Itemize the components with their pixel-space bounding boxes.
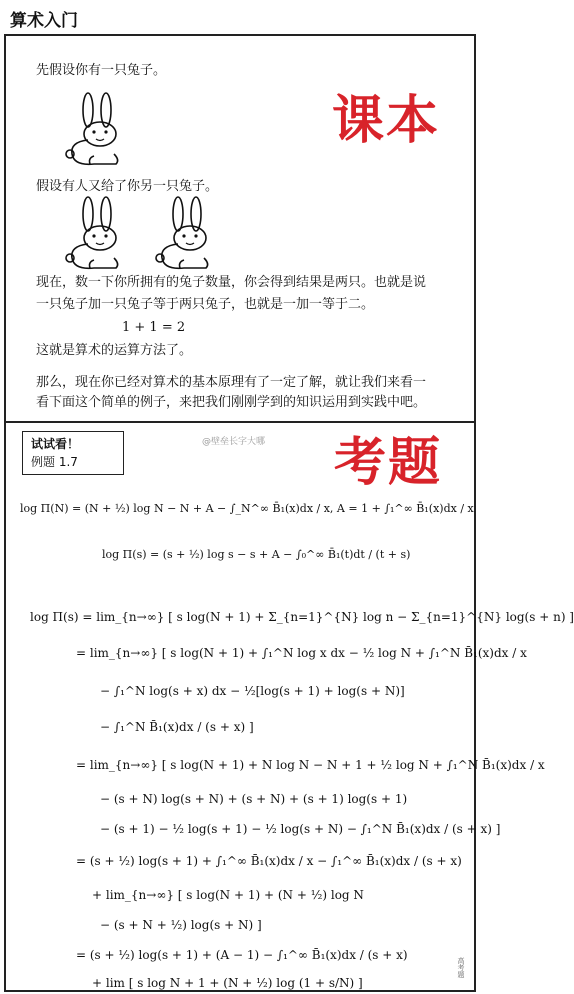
formula-stirling-s: log Π(s) = (s + ½) log s − s + A − ∫₀^∞ B̄₁(t)dt / (t + s) [102,548,411,561]
derivation-line-3: − ∫₁^N log(s + x) dx − ½[log(s + 1) + log(s + N)] [100,684,405,698]
derivation-line-11: = (s + ½) log(s + 1) + (A − 1) − ∫₁^∞ B̄₁(x)dx / (s + x) [76,948,408,962]
text-arithmetic-method: 这就是算术的运算方法了。 [36,343,193,358]
try-it-box [22,431,124,475]
watermark-text: @壁垒长字大哪 [202,437,266,447]
text-count-line1: 现在，数一下你所拥有的兔子数量，你会得到结果是两只。也就是说 [36,275,427,290]
derivation-line-5: = lim_{n→∞} [ s log(N + 1) + N log N − N + 1 + ½ log N + ∫₁^N B̄₁(x)dx / x [76,758,545,772]
formula-stirling-N: log Π(N) = (N + ½) log N − N + A − ∫_N^∞ B̄₁(x)dx / x, A = 1 + ∫₁^∞ B̄₁(x)dx / x [20,502,474,515]
rabbit-drawing [150,196,224,272]
derivation-line-12: + lim [ s log N + 1 + (N + ½) log (1 + s/N) ] [92,976,363,990]
text-apply-line1: 那么，现在你已经对算术的基本原理有了一定了解，就让我们来看一 [36,375,427,390]
derivation-line-10: − (s + N + ½) log(s + N) ] [100,918,262,932]
side-seal-mark: 高考题 [457,957,465,978]
derivation-line-1: log Π(s) = lim_{n→∞} [ s log(N + 1) + Σ_{n=1}^{N} log n − Σ_{n=1}^{N} log(s + n) ] [30,610,574,624]
page-title: 算术入门 [10,11,78,31]
text-one-rabbit: 先假设你有一只兔子。 [36,63,167,78]
text-apply-line2: 看下面这个简单的例子，来把我们刚刚学到的知识运用到实践中吧。 [36,395,427,410]
example-number: 例题 1.7 [31,455,78,469]
exam-stamp: 考题 [334,433,443,493]
derivation-line-6: − (s + N) log(s + N) + (s + N) + (s + 1) log(s + 1) [100,792,408,806]
derivation-line-8: = (s + ½) log(s + 1) + ∫₁^∞ B̄₁(x)dx / x − ∫₁^∞ B̄₁(x)dx / (s + x) [76,854,462,868]
text-count-line2: 一只兔子加一只兔子等于两只兔子，也就是一加一等于二。 [36,297,375,312]
derivation-line-7: − (s + 1) − ½ log(s + 1) − ½ log(s + N) − ∫₁^N B̄₁(x)dx / (s + x) ] [100,822,501,836]
textbook-stamp: 课本 [332,91,441,151]
equation-one-plus-one: 1 + 1 = 2 [122,320,186,335]
rabbit-drawing [60,92,134,168]
rabbit-drawing [60,196,134,272]
derivation-line-4: − ∫₁^N B̄₁(x)dx / (s + x) ] [100,720,254,734]
comic-panel [4,34,574,992]
try-it-label: 试试看！ [31,437,80,451]
text-another-rabbit: 假设有人又给了你另一只兔子。 [36,179,219,194]
derivation-line-2: = lim_{n→∞} [ s log(N + 1) + ∫₁^N log x dx − ½ log N + ∫₁^N B̄₁(x)dx / x [76,646,527,660]
derivation-line-9: + lim_{n→∞} [ s log(N + 1) + (N + ½) log N [92,888,364,902]
